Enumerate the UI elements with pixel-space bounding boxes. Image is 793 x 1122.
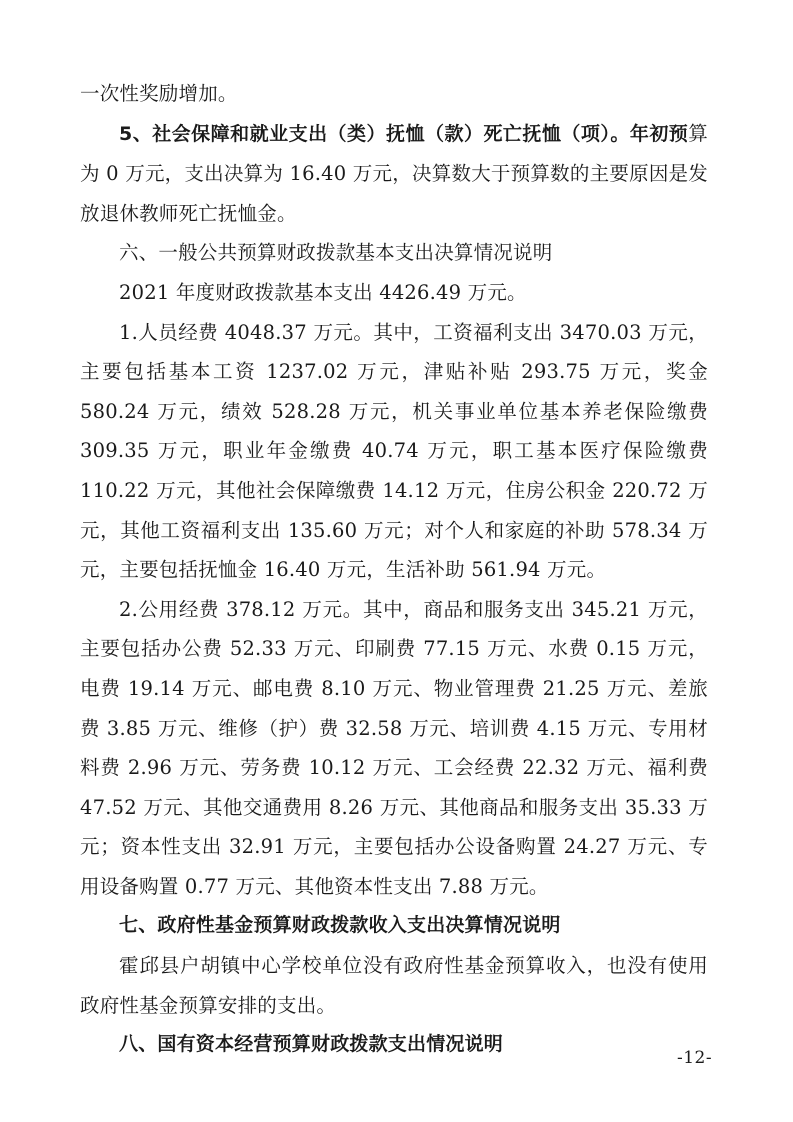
section-heading-six: 六、一般公共预算财政拨款基本支出决算情况说明 bbox=[119, 241, 553, 265]
section-heading-eight: 八、国有资本经营预算财政拨款支出情况说明 bbox=[119, 1033, 504, 1056]
item-heading-death-pension: 5、社会保障和就业支出（类）抚恤（款）死亡抚恤（项）。年初预 bbox=[119, 122, 689, 145]
paragraph-government-fund: 霍邱县户胡镇中心学校单位没有政府性基金预算收入，也没有使用政府性基金预算安排的支出。 bbox=[80, 954, 708, 1017]
paragraph-basic-expenditure-total: 2021 年度财政拨款基本支出 4426.49 万元。 bbox=[119, 280, 527, 304]
section-heading-seven: 七、政府性基金预算财政拨款收入支出决算情况说明 bbox=[119, 914, 561, 937]
paragraph-personnel-expenses: 1.人员经费 4048.37 万元。其中，工资福利支出 3470.03 万元，主要包括基本工资 1237.02 万元，津贴补贴 293.75 万元，奖金 580.24 万元，绩效 528.28 万元，机关事业单位基本养老保险缴费 309.35 万元，职业年金缴费 40.74 万元，职工基本医疗保险缴费 110.22 万元，其他社会保障缴费 14.12 万元，住房公积金 220.72 万元，其他工资福利支出 135.60 万元；对个人和家庭的补助 578.34 万元，主要包括抚恤金 16.40 万元，生活补助 561.94 万元。 bbox=[80, 320, 708, 582]
item-body-death-pension: 算为 0 万元，支出决算为 16.40 万元，决算数大于预算数的主要原因是发放退休教师死亡抚恤金。 bbox=[80, 121, 708, 225]
document-body bbox=[80, 74, 708, 1065]
paragraph-public-expenses: 2.公用经费 378.12 万元。其中，商品和服务支出 345.21 万元，主要包括办公费 52.33 万元、印刷费 77.15 万元、水费 0.15 万元，电费 19.14 万元、邮电费 8.10 万元、物业管理费 21.25 万元、差旅费 3.85 万元、维修（护）费 32.58 万元、培训费 4.15 万元、专用材料费 2.96 万元、劳务费 10.12 万元、工会经费 22.32 万元、福利费 47.52 万元、其他交通费用 8.26 万元、其他商品和服务支出 35.33 万元；资本性支出 32.91 万元，主要包括办公设备购置 24.27 万元、专用设备购置 0.77 万元、其他资本性支出 7.88 万元。 bbox=[80, 597, 708, 898]
paragraph-social-security bbox=[80, 114, 708, 234]
page-number: -12- bbox=[677, 1048, 713, 1068]
paragraph-continuation: 一次性奖励增加。 bbox=[80, 82, 238, 105]
